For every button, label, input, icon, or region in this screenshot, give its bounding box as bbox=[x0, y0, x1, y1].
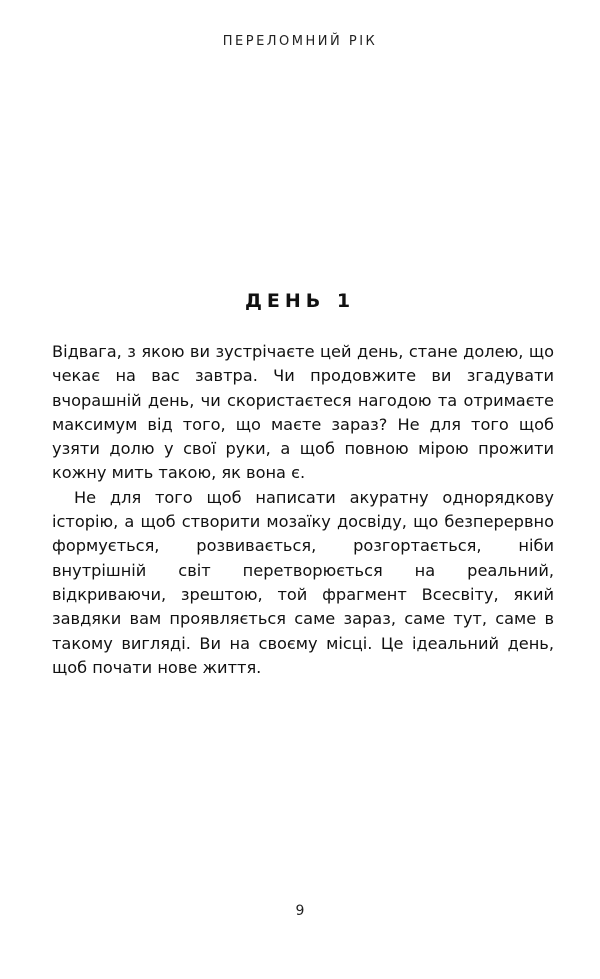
running-head: ПЕРЕЛОМНИЙ РІК bbox=[222, 34, 378, 49]
page-number: 9 bbox=[295, 903, 305, 919]
chapter-title: ДЕНЬ 1 bbox=[244, 290, 356, 312]
paragraph-2: Не для того щоб написати акуратну однорядкову історію, а щоб створити мозаїку досвіду, що безперервно формується, розвивається, розгортається, ніби внутрішній світ перетворюється на реальний, відкриваючи, зрештою, той фрагмент Всесвіту, який завдяки вам проявляється саме зараз, саме тут, саме в такому вигляді. Ви на своєму місці. Це ідеальний день, щоб почати нове життя. bbox=[52, 487, 554, 677]
paragraph-1: Відвага, з якою ви зустрічаєте цей день, стане долею, що чекає на вас завтра. Чи продовжите ви згадувати вчорашній день, чи скористаєтеся нагодою та отримаєте максимум від того, що маєте зараз? Не для того щоб узяти долю у свої руки, а щоб повною мірою прожити кожну мить такою, як вона є. bbox=[52, 342, 554, 483]
body-text bbox=[52, 340, 554, 680]
